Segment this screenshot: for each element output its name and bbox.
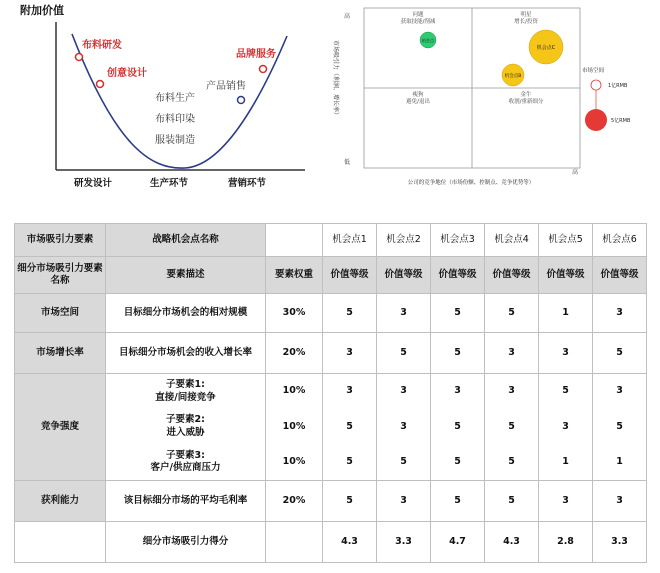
row-growth-value-3: 5	[431, 332, 485, 373]
legend-title: 市场空间	[582, 68, 605, 74]
comp-sub1-desc: 直接/间接竞争	[155, 391, 216, 403]
row-comp-values-4	[485, 373, 539, 480]
subheader-weight: 要素权重	[266, 256, 323, 293]
row-profit-weight: 20%	[266, 480, 323, 521]
smile-point-product-sales	[238, 97, 245, 104]
matrix-q-dog-action: 避免/退出	[406, 99, 430, 105]
row-profit-value-2: 3	[377, 480, 431, 521]
matrix-q-star-action: 增长/投资	[514, 19, 538, 25]
comp-sub2-value-2: 3	[400, 420, 407, 432]
matrix-q-star-title: 明星	[520, 12, 532, 18]
comp-sub1-value-2: 3	[400, 385, 407, 397]
row-score-value-3: 4.7	[431, 521, 485, 562]
smile-y-axis-label: 附加价值	[20, 4, 64, 17]
comp-sub3-desc: 客户/供应商压力	[150, 462, 221, 474]
row-comp-values-1	[323, 373, 377, 480]
smile-label-garment-making: 服装制造	[155, 135, 195, 146]
smile-label-brand-service: 品牌服务	[236, 49, 276, 60]
header-point-4: 机会点4	[485, 224, 539, 257]
comp-sub2-value-3: 5	[454, 420, 461, 432]
row-space-value-6: 3	[593, 293, 647, 332]
subheader-value-4: 价值等级	[485, 256, 539, 293]
row-space-value-4: 5	[485, 293, 539, 332]
subheader-factor: 细分市场吸引力要素名称	[15, 256, 106, 293]
comp-sub2-value-1: 5	[346, 420, 353, 432]
row-profit-value-1: 5	[323, 480, 377, 521]
comp-sub1-value-1: 3	[346, 385, 353, 397]
matrix-q-cow-title: 金牛	[520, 92, 532, 98]
matrix-y-high: 高	[344, 13, 351, 20]
smile-label-fabric-production: 布料生产	[155, 93, 195, 104]
matrix-q-cow-action: 收割/重新细分	[508, 99, 544, 105]
smile-stage-production: 生产环节	[150, 178, 189, 189]
header-factor: 市场吸引力要素	[15, 224, 106, 257]
row-score-value-5: 2.8	[539, 521, 593, 562]
comp-sub2-label: 子要素2:	[166, 414, 205, 426]
matrix-bubble-b-label: 机会点B	[504, 74, 522, 79]
row-comp-values-5	[539, 373, 593, 480]
matrix-x-axis-label: 公司的竞争地位（市场份额、控制点、竞争优势等）	[407, 180, 535, 186]
row-growth-weight: 20%	[266, 332, 323, 373]
row-comp-values-6	[593, 373, 647, 480]
row-score-value-1: 4.3	[323, 521, 377, 562]
row-comp-factor: 竞争强度	[15, 373, 106, 480]
legend-small-value: 1亿RMB	[608, 83, 628, 89]
row-comp-descs	[106, 373, 266, 480]
subheader-value-6: 价值等级	[593, 256, 647, 293]
comp-sub1-weight: 10%	[282, 385, 306, 397]
header-point-1: 机会点1	[323, 224, 377, 257]
comp-sub2-value-5: 3	[562, 420, 569, 432]
matrix-q-dog-title: 瘦狗	[412, 92, 424, 98]
row-profit-factor: 获利能力	[15, 480, 106, 521]
smile-label-product-sales: 产品销售	[206, 81, 246, 92]
comp-sub3-value-2: 5	[400, 455, 407, 467]
row-comp-weights	[266, 373, 323, 480]
comp-sub3-value-5: 1	[562, 455, 569, 467]
row-comp-values-2	[377, 373, 431, 480]
header-blank	[266, 224, 323, 257]
row-score-weight-blank	[266, 521, 323, 562]
comp-sub2-value-4: 5	[508, 420, 515, 432]
row-profit-value-4: 5	[485, 480, 539, 521]
row-growth-value-2: 5	[377, 332, 431, 373]
row-score-blank	[15, 521, 106, 562]
row-space-value-5: 1	[539, 293, 593, 332]
comp-sub1-value-6: 3	[616, 385, 623, 397]
row-growth-value-1: 3	[323, 332, 377, 373]
row-growth-value-5: 3	[539, 332, 593, 373]
comp-sub2-weight: 10%	[282, 420, 306, 432]
smile-point-brand-service	[260, 66, 267, 73]
market-matrix-diagram	[318, 0, 660, 200]
comp-sub3-value-6: 1	[616, 455, 623, 467]
row-space-factor: 市场空间	[15, 293, 106, 332]
row-space-value-1: 5	[323, 293, 377, 332]
comp-sub1-value-5: 5	[562, 385, 569, 397]
row-growth-factor: 市场增长率	[15, 332, 106, 373]
smile-curve-diagram	[0, 0, 310, 200]
row-profit-value-5: 3	[539, 480, 593, 521]
comp-sub3-label: 子要素3:	[166, 449, 205, 461]
matrix-y-low: 低	[344, 159, 351, 166]
row-growth-value-6: 5	[593, 332, 647, 373]
row-profit-value-6: 3	[593, 480, 647, 521]
header-opportunity-name: 战略机会点名称	[106, 224, 266, 257]
row-space-weight: 30%	[266, 293, 323, 332]
comp-sub1-label: 子要素1:	[166, 379, 205, 391]
matrix-q-question-action: 获取技能/削减	[400, 19, 436, 25]
matrix-bubble-green-label: 机会点	[422, 38, 434, 43]
header-point-3: 机会点3	[431, 224, 485, 257]
smile-label-fabric-rd: 布料研发	[82, 40, 122, 51]
row-growth-desc: 目标细分市场机会的收入增长率	[106, 332, 266, 373]
comp-sub2-value-6: 5	[616, 420, 623, 432]
comp-sub3-value-3: 5	[454, 455, 461, 467]
matrix-y-axis-label: 市场吸引力（利润、增长率）	[332, 40, 339, 119]
legend-circle-small	[591, 80, 601, 90]
smile-point-fabric-rd	[76, 54, 83, 61]
smile-stage-marketing: 营销环节	[228, 178, 267, 189]
row-score-value-2: 3.3	[377, 521, 431, 562]
row-profit-desc: 该目标细分市场的平均毛利率	[106, 480, 266, 521]
row-space-value-2: 3	[377, 293, 431, 332]
comp-sub3-weight: 10%	[282, 455, 306, 467]
row-score-label: 细分市场吸引力得分	[106, 521, 266, 562]
matrix-bubble-c-label: 机会点C	[536, 45, 556, 51]
header-point-2: 机会点2	[377, 224, 431, 257]
subheader-value-2: 价值等级	[377, 256, 431, 293]
comp-sub1-value-4: 3	[508, 385, 515, 397]
comp-sub3-value-1: 5	[346, 455, 353, 467]
row-profit-value-3: 5	[431, 480, 485, 521]
matrix-x-high: 高	[572, 169, 579, 176]
legend-circle-large	[585, 109, 607, 131]
legend-large-value: 5亿RMB	[611, 118, 631, 124]
comp-sub3-value-4: 5	[508, 455, 515, 467]
row-space-desc: 目标细分市场机会的相对规模	[106, 293, 266, 332]
row-score-value-4: 4.3	[485, 521, 539, 562]
header-point-6: 机会点6	[593, 224, 647, 257]
comp-sub1-value-3: 3	[454, 385, 461, 397]
matrix-q-question-title: 问题	[412, 12, 424, 18]
subheader-value-3: 价值等级	[431, 256, 485, 293]
smile-label-creative-design: 创意设计	[107, 68, 147, 79]
row-score-value-6: 3.3	[593, 521, 647, 562]
header-point-5: 机会点5	[539, 224, 593, 257]
comp-sub2-desc: 进入威胁	[166, 426, 205, 438]
subheader-desc: 要素描述	[106, 256, 266, 293]
row-comp-values-3	[431, 373, 485, 480]
row-growth-value-4: 3	[485, 332, 539, 373]
subheader-value-1: 价值等级	[323, 256, 377, 293]
smile-stage-rd-design: 研发设计	[74, 178, 113, 189]
market-attractiveness-table	[14, 223, 646, 563]
smile-point-creative-design	[97, 81, 104, 88]
smile-label-fabric-dyeing: 布料印染	[155, 114, 195, 125]
row-space-value-3: 5	[431, 293, 485, 332]
subheader-value-5: 价值等级	[539, 256, 593, 293]
